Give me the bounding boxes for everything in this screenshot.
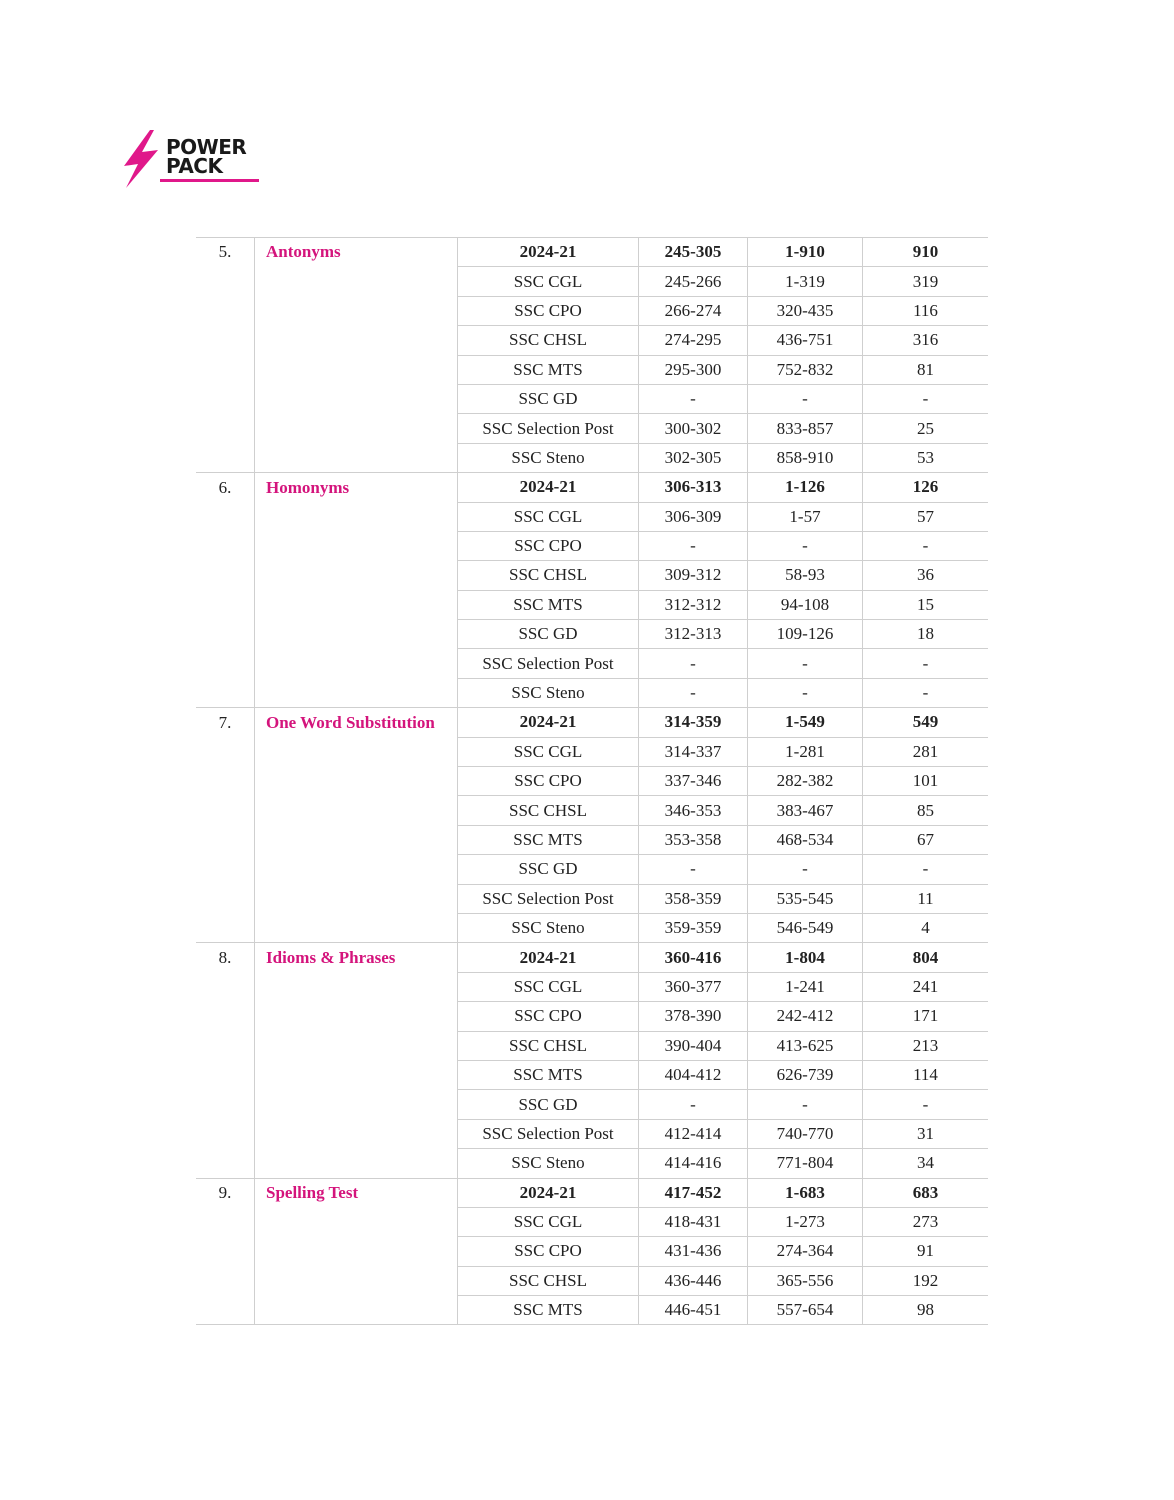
table-row — [196, 443, 988, 472]
exam-cell: SSC GD — [458, 1090, 639, 1119]
section-topic: One Word Substitution — [255, 708, 458, 737]
section-topic-blank — [255, 884, 458, 913]
table-row — [196, 678, 988, 707]
exam-cell: 2024-21 — [458, 238, 639, 267]
section-number-blank — [196, 531, 255, 560]
section-number-blank — [196, 678, 255, 707]
table-row — [196, 296, 988, 325]
table-row — [196, 913, 988, 942]
total-questions-cell: 31 — [863, 1119, 989, 1148]
section-topic-blank — [255, 825, 458, 854]
total-questions-cell: 281 — [863, 737, 989, 766]
exam-cell: 2024-21 — [458, 1178, 639, 1207]
exam-cell: SSC CGL — [458, 267, 639, 296]
table-row — [196, 1237, 988, 1266]
section-topic-blank — [255, 767, 458, 796]
section-number-blank — [196, 561, 255, 590]
exam-cell: SSC Steno — [458, 913, 639, 942]
total-questions-cell: - — [863, 855, 989, 884]
page-range-cell: 337-346 — [639, 767, 748, 796]
question-range-cell: 320-435 — [748, 296, 863, 325]
section-number-blank — [196, 355, 255, 384]
question-range-cell: 436-751 — [748, 326, 863, 355]
exam-cell: SSC GD — [458, 384, 639, 413]
exam-cell: SSC CGL — [458, 972, 639, 1001]
page-range-cell: - — [639, 649, 748, 678]
total-questions-cell: 4 — [863, 913, 989, 942]
question-range-cell: 1-683 — [748, 1178, 863, 1207]
total-questions-cell: 11 — [863, 884, 989, 913]
page-range-cell: - — [639, 531, 748, 560]
chapter-index-table — [196, 237, 988, 1325]
table-row — [196, 767, 988, 796]
total-questions-cell: 101 — [863, 767, 989, 796]
question-range-cell: - — [748, 855, 863, 884]
total-questions-cell: 53 — [863, 443, 989, 472]
page-range-cell: 414-416 — [639, 1149, 748, 1178]
total-questions-cell: - — [863, 649, 989, 678]
section-topic-blank — [255, 737, 458, 766]
section-number-blank — [196, 502, 255, 531]
page-range-cell: - — [639, 384, 748, 413]
question-range-cell: 94-108 — [748, 590, 863, 619]
exam-cell: SSC CPO — [458, 1002, 639, 1031]
table-row — [196, 531, 988, 560]
exam-cell: SSC CHSL — [458, 1031, 639, 1060]
question-range-cell: - — [748, 678, 863, 707]
section-topic-blank — [255, 1237, 458, 1266]
section-number-blank — [196, 1060, 255, 1089]
section-topic-blank — [255, 1090, 458, 1119]
section-topic-blank — [255, 1031, 458, 1060]
total-questions-cell: 804 — [863, 943, 989, 972]
section-number-blank — [196, 620, 255, 649]
section-number-blank — [196, 796, 255, 825]
section-number-blank — [196, 737, 255, 766]
lightning-bolt-icon — [120, 128, 164, 192]
question-range-cell: 1-281 — [748, 737, 863, 766]
section-topic-blank — [255, 1002, 458, 1031]
exam-cell: SSC CPO — [458, 1237, 639, 1266]
total-questions-cell: 549 — [863, 708, 989, 737]
section-topic-blank — [255, 972, 458, 1001]
page-range-cell: 306-309 — [639, 502, 748, 531]
section-topic-blank — [255, 649, 458, 678]
section-number-blank — [196, 326, 255, 355]
page-range-cell: 309-312 — [639, 561, 748, 590]
section-number-blank — [196, 384, 255, 413]
exam-cell: SSC Steno — [458, 443, 639, 472]
total-questions-cell: 273 — [863, 1207, 989, 1236]
table-row — [196, 238, 988, 267]
total-questions-cell: 15 — [863, 590, 989, 619]
question-range-cell: - — [748, 649, 863, 678]
section-number-blank — [196, 1002, 255, 1031]
question-range-cell: 1-241 — [748, 972, 863, 1001]
section-number: 9. — [218, 1182, 232, 1202]
page-range-cell: 418-431 — [639, 1207, 748, 1236]
question-range-cell: 468-534 — [748, 825, 863, 854]
question-range-cell: 858-910 — [748, 443, 863, 472]
question-range-cell: - — [748, 531, 863, 560]
section-number: 7. — [218, 712, 232, 732]
question-range-cell: 833-857 — [748, 414, 863, 443]
total-questions-cell: 116 — [863, 296, 989, 325]
table-row — [196, 972, 988, 1001]
section-topic-blank — [255, 1149, 458, 1178]
question-range-cell: 557-654 — [748, 1296, 863, 1325]
exam-cell: SSC CPO — [458, 767, 639, 796]
section-topic-blank — [255, 678, 458, 707]
table-row — [196, 855, 988, 884]
section-number-blank — [196, 1031, 255, 1060]
table-row — [196, 414, 988, 443]
exam-cell: SSC CPO — [458, 531, 639, 560]
section-topic-blank — [255, 414, 458, 443]
page-range-cell: - — [639, 678, 748, 707]
question-range-cell: 1-57 — [748, 502, 863, 531]
total-questions-cell: - — [863, 531, 989, 560]
question-range-cell: 58-93 — [748, 561, 863, 590]
table-row — [196, 884, 988, 913]
question-range-cell: 383-467 — [748, 796, 863, 825]
section-topic: Spelling Test — [255, 1178, 458, 1207]
page-range-cell: 412-414 — [639, 1119, 748, 1148]
table-row — [196, 561, 988, 590]
page-range-cell: 300-302 — [639, 414, 748, 443]
section-topic-blank — [255, 1207, 458, 1236]
exam-cell: 2024-21 — [458, 473, 639, 502]
chapter-index-body — [196, 238, 988, 1325]
section-number-blank — [196, 972, 255, 1001]
page-range-cell: 314-337 — [639, 737, 748, 766]
question-range-cell: 413-625 — [748, 1031, 863, 1060]
table-row — [196, 1296, 988, 1325]
table-row — [196, 355, 988, 384]
section-number-blank — [196, 1207, 255, 1236]
question-range-cell: 1-126 — [748, 473, 863, 502]
section-number: 6. — [218, 477, 232, 497]
section-topic-blank — [255, 1060, 458, 1089]
section-number-blank — [196, 649, 255, 678]
total-questions-cell: - — [863, 384, 989, 413]
total-questions-cell: 34 — [863, 1149, 989, 1178]
page-range-cell: - — [639, 1090, 748, 1119]
page-range-cell: 245-266 — [639, 267, 748, 296]
page-range-cell: 245-305 — [639, 238, 748, 267]
exam-cell: SSC MTS — [458, 825, 639, 854]
section-topic: Antonyms — [255, 238, 458, 267]
total-questions-cell: 57 — [863, 502, 989, 531]
exam-cell: SSC MTS — [458, 1060, 639, 1089]
table-row — [196, 267, 988, 296]
section-topic-blank — [255, 590, 458, 619]
table-row — [196, 502, 988, 531]
table-row — [196, 326, 988, 355]
exam-cell: SSC CHSL — [458, 796, 639, 825]
exam-cell: SSC CPO — [458, 296, 639, 325]
question-range-cell: 535-545 — [748, 884, 863, 913]
exam-cell: SSC CHSL — [458, 561, 639, 590]
exam-cell: SSC CGL — [458, 1207, 639, 1236]
section-number-blank — [196, 884, 255, 913]
section-topic-blank — [255, 1296, 458, 1325]
exam-cell: SSC Steno — [458, 678, 639, 707]
table-row — [196, 825, 988, 854]
total-questions-cell: 213 — [863, 1031, 989, 1060]
page-range-cell: 446-451 — [639, 1296, 748, 1325]
exam-cell: SSC MTS — [458, 590, 639, 619]
section-number-blank — [196, 825, 255, 854]
page-range-cell: 346-353 — [639, 796, 748, 825]
section-topic-blank — [255, 296, 458, 325]
total-questions-cell: 114 — [863, 1060, 989, 1089]
page-range-cell: 302-305 — [639, 443, 748, 472]
table-row — [196, 384, 988, 413]
table-row — [196, 1002, 988, 1031]
total-questions-cell: 319 — [863, 267, 989, 296]
question-range-cell: 546-549 — [748, 913, 863, 942]
section-number-blank — [196, 443, 255, 472]
total-questions-cell: 18 — [863, 620, 989, 649]
section-topic-blank — [255, 1266, 458, 1295]
question-range-cell: 1-319 — [748, 267, 863, 296]
page-range-cell: 295-300 — [639, 355, 748, 384]
section-topic-blank — [255, 1119, 458, 1148]
total-questions-cell: 25 — [863, 414, 989, 443]
section-topic-blank — [255, 384, 458, 413]
table-row — [196, 1060, 988, 1089]
section-topic-blank — [255, 796, 458, 825]
section-topic-blank — [255, 531, 458, 560]
table-row — [196, 1266, 988, 1295]
exam-cell: SSC GD — [458, 620, 639, 649]
exam-cell: SSC Selection Post — [458, 1119, 639, 1148]
section-topic-blank — [255, 502, 458, 531]
section-number-blank — [196, 1090, 255, 1119]
total-questions-cell: 98 — [863, 1296, 989, 1325]
section-topic: Homonyms — [255, 473, 458, 502]
total-questions-cell: 67 — [863, 825, 989, 854]
page-range-cell: 312-312 — [639, 590, 748, 619]
exam-cell: 2024-21 — [458, 943, 639, 972]
page-range-cell: 359-359 — [639, 913, 748, 942]
question-range-cell: 1-804 — [748, 943, 863, 972]
page-range-cell: 417-452 — [639, 1178, 748, 1207]
section-number-blank — [196, 267, 255, 296]
question-range-cell: 274-364 — [748, 1237, 863, 1266]
question-range-cell: 752-832 — [748, 355, 863, 384]
logo-line-2: PACK — [166, 154, 223, 178]
logo-underline — [160, 179, 259, 182]
section-topic-blank — [255, 561, 458, 590]
page-range-cell: 378-390 — [639, 1002, 748, 1031]
section-number: 8. — [218, 947, 232, 967]
power-pack-logo — [120, 128, 270, 192]
table-row — [196, 796, 988, 825]
total-questions-cell: 85 — [863, 796, 989, 825]
table-row — [196, 943, 988, 972]
exam-cell: SSC CHSL — [458, 326, 639, 355]
page-range-cell: - — [639, 855, 748, 884]
page-range-cell: 390-404 — [639, 1031, 748, 1060]
section-number-blank — [196, 296, 255, 325]
total-questions-cell: 126 — [863, 473, 989, 502]
total-questions-cell: 683 — [863, 1178, 989, 1207]
page-range-cell: 358-359 — [639, 884, 748, 913]
exam-cell: SSC CHSL — [458, 1266, 639, 1295]
section-topic-blank — [255, 913, 458, 942]
total-questions-cell: 910 — [863, 238, 989, 267]
page-range-cell: 312-313 — [639, 620, 748, 649]
section-topic-blank — [255, 326, 458, 355]
logo-line-1: POWER — [166, 135, 247, 159]
total-questions-cell: - — [863, 678, 989, 707]
section-topic: Idioms & Phrases — [255, 943, 458, 972]
exam-cell: SSC Steno — [458, 1149, 639, 1178]
table-row — [196, 737, 988, 766]
page-range-cell: 266-274 — [639, 296, 748, 325]
question-range-cell: 1-549 — [748, 708, 863, 737]
section-topic-blank — [255, 355, 458, 384]
section-number-blank — [196, 1237, 255, 1266]
question-range-cell: 626-739 — [748, 1060, 863, 1089]
table-row — [196, 473, 988, 502]
total-questions-cell: 81 — [863, 355, 989, 384]
exam-cell: 2024-21 — [458, 708, 639, 737]
total-questions-cell: 171 — [863, 1002, 989, 1031]
section-number-blank — [196, 1266, 255, 1295]
total-questions-cell: 316 — [863, 326, 989, 355]
section-number-blank — [196, 913, 255, 942]
page-range-cell: 436-446 — [639, 1266, 748, 1295]
exam-cell: SSC Selection Post — [458, 649, 639, 678]
table-row — [196, 1149, 988, 1178]
table-row — [196, 649, 988, 678]
question-range-cell: 365-556 — [748, 1266, 863, 1295]
question-range-cell: - — [748, 1090, 863, 1119]
total-questions-cell: 91 — [863, 1237, 989, 1266]
question-range-cell: 1-910 — [748, 238, 863, 267]
question-range-cell: 771-804 — [748, 1149, 863, 1178]
section-number-blank — [196, 590, 255, 619]
section-topic-blank — [255, 620, 458, 649]
page-range-cell: 431-436 — [639, 1237, 748, 1266]
table-row — [196, 1031, 988, 1060]
page-range-cell: 360-377 — [639, 972, 748, 1001]
question-range-cell: 242-412 — [748, 1002, 863, 1031]
table-row — [196, 708, 988, 737]
page-range-cell: 353-358 — [639, 825, 748, 854]
table-row — [196, 590, 988, 619]
exam-cell: SSC CGL — [458, 737, 639, 766]
page-range-cell: 306-313 — [639, 473, 748, 502]
exam-cell: SSC CGL — [458, 502, 639, 531]
section-topic-blank — [255, 443, 458, 472]
question-range-cell: 740-770 — [748, 1119, 863, 1148]
question-range-cell: 282-382 — [748, 767, 863, 796]
total-questions-cell: 192 — [863, 1266, 989, 1295]
page-range-cell: 360-416 — [639, 943, 748, 972]
section-number-blank — [196, 414, 255, 443]
exam-cell: SSC Selection Post — [458, 884, 639, 913]
exam-cell: SSC MTS — [458, 355, 639, 384]
logo-text — [166, 135, 247, 178]
page-range-cell: 404-412 — [639, 1060, 748, 1089]
exam-cell: SSC Selection Post — [458, 414, 639, 443]
exam-cell: SSC GD — [458, 855, 639, 884]
section-number-blank — [196, 1119, 255, 1148]
section-number-blank — [196, 767, 255, 796]
question-range-cell: 109-126 — [748, 620, 863, 649]
table-row — [196, 620, 988, 649]
table-row — [196, 1178, 988, 1207]
section-topic-blank — [255, 267, 458, 296]
total-questions-cell: 36 — [863, 561, 989, 590]
page-range-cell: 314-359 — [639, 708, 748, 737]
table-row — [196, 1090, 988, 1119]
total-questions-cell: - — [863, 1090, 989, 1119]
total-questions-cell: 241 — [863, 972, 989, 1001]
table-row — [196, 1207, 988, 1236]
question-range-cell: 1-273 — [748, 1207, 863, 1236]
page-range-cell: 274-295 — [639, 326, 748, 355]
section-number-blank — [196, 1296, 255, 1325]
exam-cell: SSC MTS — [458, 1296, 639, 1325]
section-topic-blank — [255, 855, 458, 884]
table-row — [196, 1119, 988, 1148]
question-range-cell: - — [748, 384, 863, 413]
section-number-blank — [196, 1149, 255, 1178]
section-number: 5. — [196, 238, 255, 267]
section-number-blank — [196, 855, 255, 884]
